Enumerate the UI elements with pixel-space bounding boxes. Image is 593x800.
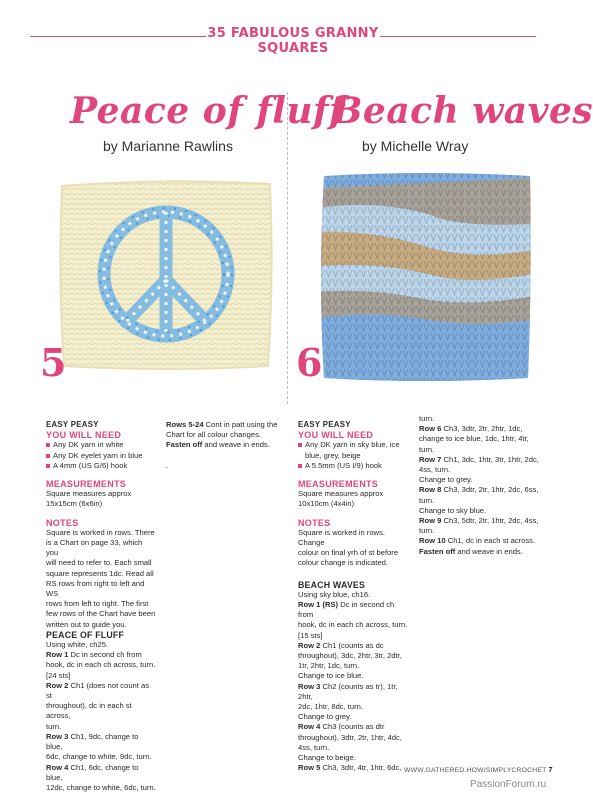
left-col2-line [166,451,281,461]
right-col2-line: turn. [419,444,435,454]
left-pattern-line: 12dc, change to white, 6dc, turn. [46,782,156,792]
right-square-number: 6 [296,340,323,385]
header-title: 35 FABULOUS GRANNY SQUARES [207,26,379,56]
right-col2-line: turn. [419,526,435,536]
left-pattern-heading: PEACE OF FLUFF [46,629,125,640]
left-pattern-line: 6dc, change to white, 9dc, turn. [46,752,152,762]
right-pattern-line: Row 3 Ch2 (counts as tr), 1tr, 2htr, [298,681,398,701]
right-byline: by Michelle Wray [362,138,469,154]
right-difficulty: EASY PEASY [298,420,351,429]
right-title: Beach waves [332,90,593,132]
right-pattern-line: throughout), 3dtr, 2tr, 1htr, 4dc, [298,732,402,742]
right-col2-line: Row 8 Ch3, 3dtr, 2tr, 1htr, 2dc, 6ss, [419,485,539,495]
right-pattern-line: Change to grey. [298,712,352,722]
right-col2-line: Change to sky blue. [419,505,487,515]
left-pattern-line: Row 2 Ch1 (does not count as st [46,680,150,701]
left-pattern-line: Row 4 Ch1, 6dc, change to blue, [46,762,139,782]
left-pattern-line: Row 3 Ch1, 9dc, change to blue, [46,731,139,752]
left-measurements-line: 15x15cm (6x6in) [46,499,103,509]
right-col2-line: change to ice blue, 1dc, 1htr, 4tr, [419,434,529,444]
left-pattern-line: throughout), dc in each st across, [46,701,132,721]
right-notes-line: Square is worked in rows. Change [298,527,385,548]
right-need-item-cont: blue, grey, beige [305,450,361,460]
right-col2-line: Row 6 Ch3, 3dtr, 2tr, 2htr, 1dc, [419,424,523,434]
left-notes-line: written out to guide you. [46,619,127,629]
right-col2-line: Row 10 Ch1, dc in each st across. [419,536,536,546]
left-notes-line: is a Chart on page 33, which you [46,538,143,558]
left-notes-heading: NOTES [46,517,79,528]
right-notes-heading: NOTES [298,517,331,528]
left-col2-line: Rows 5-24 Cont in patt using the [166,420,278,429]
right-pattern-line: [15 sts] [298,630,323,640]
right-pattern-line: Row 2 Ch1 (counts as dc [298,640,384,650]
left-need-item: Any DK yarn in white [46,440,156,450]
left-col2-line: Chart for all colour changes. [166,430,261,440]
right-measurements-line: Square measures approx [298,489,384,499]
right-pattern-line: 2dc, 1htr, 8dc, turn. [298,702,364,712]
left-notes-line: RS rows from right to left and WS [46,578,145,599]
right-pattern-line: throughout), 3dc, 2htr, 3tr, 2dtr, [298,651,402,661]
right-measurements-heading: MEASUREMENTS [298,479,379,490]
watermark: PassionForum.ru [470,779,547,790]
right-need-item: Any DK yarn in sky blue, ice [298,440,410,450]
right-col2-line: Change to grey. [419,475,473,485]
right-pattern-heading: BEACH WAVES [298,579,366,590]
left-need-item: Any DK eyelet yarn in blue [46,451,156,461]
right-notes-line: colour on final yrh of st before [298,548,399,558]
right-pattern-line: Change to beige. [298,753,356,763]
left-pattern-line: turn. [46,721,62,731]
left-column-2 [166,420,281,471]
footer-url[interactable]: WWW.GATHERED.HOW/SIMPLYCROCHET [404,767,547,774]
left-byline: by Marianne Rawlins [103,138,233,154]
left-need-item: A 4mm (US G/6) hook [46,461,156,471]
right-col2-line: 4ss, turn. [419,465,451,475]
right-col2-line: Fasten off and weave in ends. [419,546,523,556]
right-pattern-line: Row 4 Ch3 (counts as dtr [298,722,385,732]
right-column-1 [298,420,410,774]
header-rule-right [380,36,536,37]
right-need-item: A 5.5mm (US I/9) hook [298,461,410,471]
right-pattern-line: 1tr, 2htr, 1dc, turn. [298,661,360,671]
left-pattern-line: Row 1 Dc in second ch from [46,650,142,660]
column-divider [287,92,288,404]
right-col2-line: Row 7 Ch1, 3dc, 1htr, 3tr, 1htr, 2dc, [419,454,539,464]
right-pattern-line: 4ss, turn. [298,742,330,752]
left-difficulty: EASY PEASY [46,420,99,429]
left-you-will-need-heading: YOU WILL NEED [46,430,122,441]
left-column-1 [46,420,156,793]
right-col2-line: turn. [419,495,435,505]
left-measurements-heading: MEASUREMENTS [46,479,127,490]
left-title: Peace of fluff [70,90,346,132]
right-you-will-need-heading: YOU WILL NEED [298,430,374,441]
page-footer [404,765,553,774]
left-col2-line: . [166,460,169,470]
header-rule-left [30,36,206,37]
page-number: 7 [548,765,553,774]
left-measurements-line: Square measures approx [46,489,132,499]
right-pattern-line: Using sky blue, ch16. [298,589,371,599]
left-pattern-line: Using white, ch25. [46,640,109,650]
right-pattern-line: Row 1 (RS) Dc in second ch from [298,600,395,620]
left-notes-line: Square is worked in rows. There [46,527,155,537]
right-measurements-line: 10x10cm (4x4in) [298,499,355,509]
left-col2-line: Fasten off and weave in ends. [166,440,270,450]
right-col2-line: Row 9 Ch3, 5dtr, 2tr, 1htr, 2dc, 4ss, [419,516,539,526]
right-pattern-line: hook, dc in each ch across, turn. [298,620,408,630]
right-column-2 [419,414,539,557]
left-square-number: 5 [40,340,67,385]
left-pattern-line: [24 sts] [46,670,71,680]
beach-square-photo [318,170,534,389]
left-pattern-line: hook, dc in each ch across, turn. [46,660,156,670]
peace-square-photo [56,176,276,377]
page-header [0,22,566,56]
right-notes-line: colour change is indicated. [298,558,388,568]
right-pattern-line: Change to ice blue. [298,671,364,681]
left-notes-line: rows from left to right. The first [46,599,149,609]
left-notes-line: will need to refer to. Each small [46,558,152,568]
left-notes-line: few rows of the Chart have been [46,609,156,619]
right-pattern-line: Row 5 Ch3, 3dtr, 4tr, 1htr, 6dc, [298,763,402,773]
left-notes-line: square represents 1dc. Read all [46,568,154,578]
right-col2-line: turn. [419,414,435,423]
